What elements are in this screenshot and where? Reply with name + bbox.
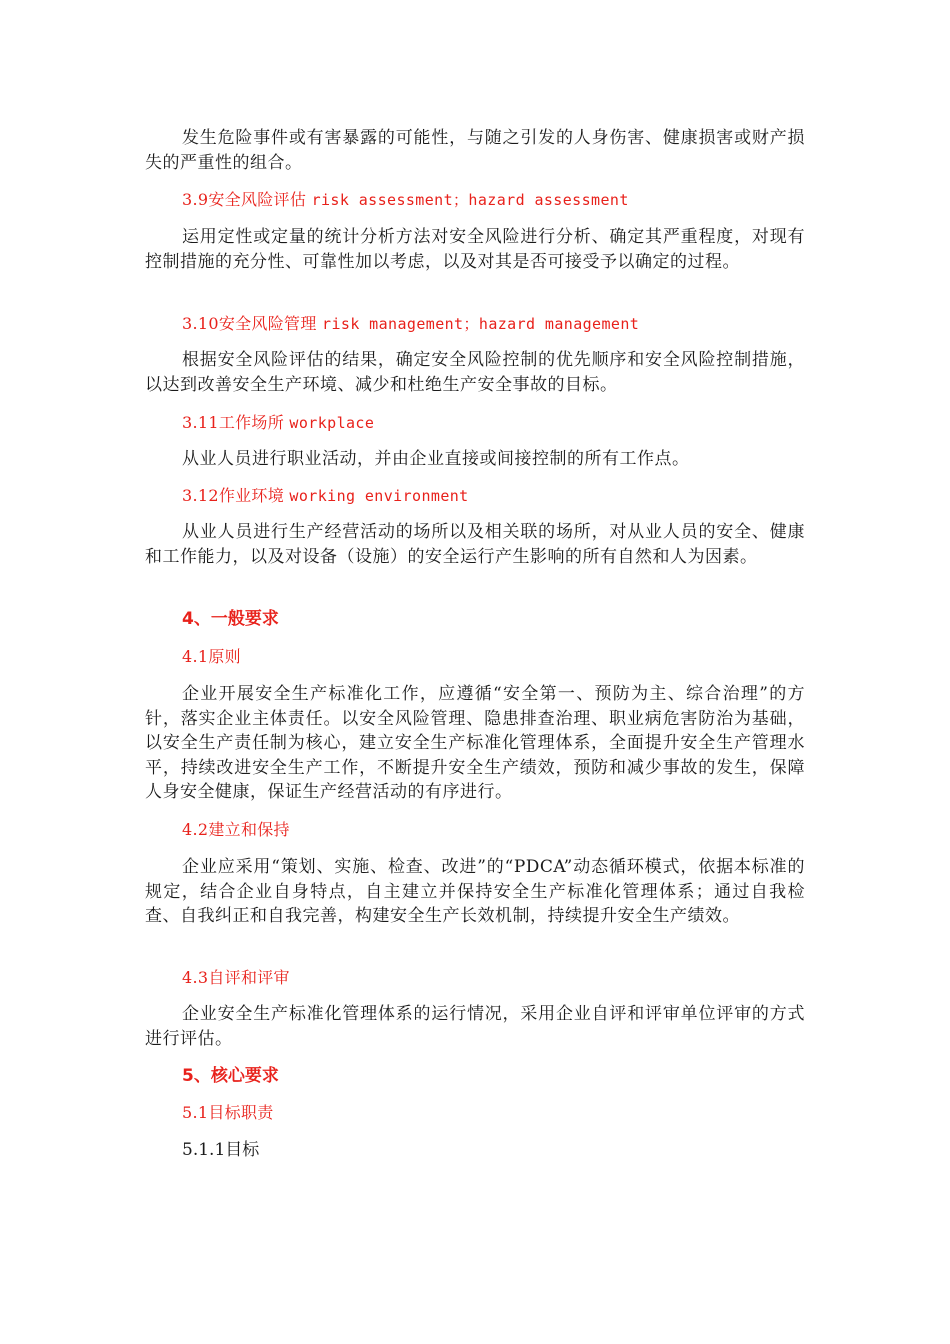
- paragraph-risk-definition: 发生危险事件或有害暴露的可能性，与随之引发的人身伤害、健康损害或财产损失的严重性的组合。: [145, 128, 805, 173]
- heading-english: risk assessment；hazard assessment: [311, 191, 629, 209]
- paragraph-self-evaluation: 企业安全生产标准化管理体系的运行情况，采用企业自评和评审单位评审的方式进行评估。: [145, 1004, 805, 1049]
- heading-title: 工作场所: [218, 413, 285, 432]
- heading-3-10: [182, 312, 639, 336]
- heading-english: risk management；hazard management: [322, 315, 640, 333]
- heading-english: working environment: [289, 487, 469, 505]
- heading-number: 3.11: [182, 413, 219, 432]
- heading-3-9: [182, 188, 629, 212]
- heading-english: workplace: [289, 414, 375, 432]
- paragraph-principles: 企业开展安全生产标准化工作，应遵循“安全第一、预防为主、综合治理”的方针，落实企业主体责任。以安全风险管理、隐患排查治理、职业病危害防治为基础，以安全生产责任制为核心，建立安全生产标准化管理体系，全面提升安全生产管理水平，持续改进安全生产工作，不断提升安全生产绩效，预防和减少事故的发生，保障人身安全健康，保证生产经营活动的有序进行。: [145, 684, 805, 803]
- heading-number: 3.12: [182, 486, 219, 505]
- paragraph-risk-management: 根据安全风险评估的结果，确定安全风险控制的优先顺序和安全风险控制措施，以达到改善安全生产环境、减少和杜绝生产安全事故的目标。: [145, 350, 805, 395]
- heading-3-11: [182, 411, 374, 435]
- heading-5-1-1: 5.1.1目标: [182, 1140, 260, 1160]
- paragraph-workplace: 从业人员进行职业活动，并由企业直接或间接控制的所有工作点。: [182, 449, 690, 469]
- heading-4-2: 4.2建立和保持: [182, 820, 290, 839]
- heading-5-1: 5.1目标职责: [182, 1103, 274, 1122]
- heading-title: 安全风险评估: [208, 190, 307, 209]
- heading-title: 安全风险管理: [218, 314, 317, 333]
- heading-3-12: [182, 484, 469, 508]
- section-heading-5: 5、核心要求: [182, 1066, 279, 1086]
- paragraph-risk-assessment: 运用定性或定量的统计分析方法对安全风险进行分析、确定其严重程度，对现有控制措施的充分性、可靠性加以考虑，以及对其是否可接受予以确定的过程。: [145, 227, 805, 272]
- heading-number: 3.9: [182, 190, 209, 209]
- heading-title: 作业环境: [218, 486, 285, 505]
- heading-4-1: 4.1原则: [182, 647, 241, 666]
- section-heading-4: 4、一般要求: [182, 609, 279, 629]
- heading-number: 3.10: [182, 314, 219, 333]
- paragraph-establish-maintain: 企业应采用“策划、实施、检查、改进”的“PDCA”动态循环模式，依据本标准的规定，结合企业自身特点，自主建立并保持安全生产标准化管理体系；通过自我检查、自我纠正和自我完善，构建安全生产长效机制，持续提升安全生产绩效。: [145, 857, 805, 927]
- heading-4-3: 4.3自评和评审: [182, 968, 290, 987]
- paragraph-working-environment: 从业人员进行生产经营活动的场所以及相关联的场所，对从业人员的安全、健康和工作能力，以及对设备（设施）的安全运行产生影响的所有自然和人为因素。: [145, 522, 805, 567]
